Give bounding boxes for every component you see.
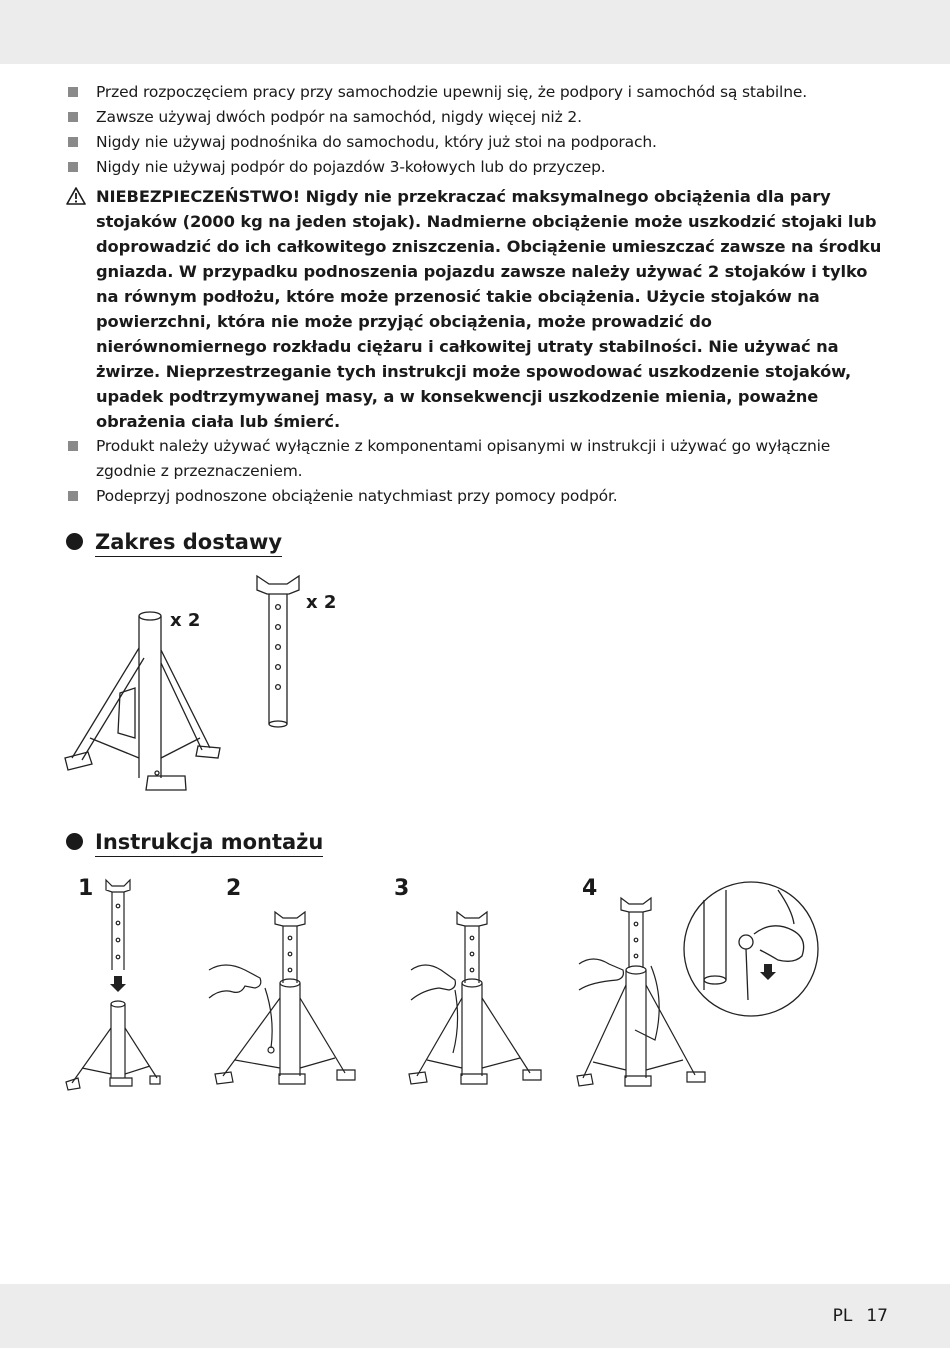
safety-bullet: Przed rozpoczęciem pracy przy samochodzie upewnij się, że podpory i samochód są stabilne. [66, 80, 886, 105]
page-number: 17 [866, 1306, 888, 1326]
page-footer [819, 1306, 888, 1326]
warning-triangle-icon [66, 187, 86, 205]
square-bullet-icon [68, 491, 78, 501]
base-quantity: x 2 [170, 610, 201, 631]
safety-instructions [66, 80, 886, 509]
step-number: 3 [394, 876, 410, 901]
pin-detail-illustration [682, 880, 820, 1018]
section-dot-icon [66, 533, 83, 550]
post-quantity: x 2 [306, 592, 337, 613]
safety-bullet: Produkt należy używać wyłącznie z komponentami opisanymi w instrukcji i używać go wyłącznie zgodnie z przeznaczeniem. [66, 434, 886, 484]
footer-band [0, 1284, 950, 1348]
down-arrow-icon [110, 976, 126, 992]
step-3-illustration [405, 908, 565, 1098]
square-bullet-icon [68, 441, 78, 451]
safety-bullet: Podeprzyj podnoszone obciążenie natychmiast przy pomocy podpór. [66, 484, 886, 509]
assembly-section-title: Instrukcja montażu [66, 830, 323, 854]
step-2-illustration [205, 908, 365, 1098]
safety-bullet: Nigdy nie używaj podpór do pojazdów 3-kołowych lub do przyczep. [66, 155, 886, 180]
down-arrow-icon [760, 964, 776, 980]
header-band [0, 0, 950, 64]
square-bullet-icon [68, 137, 78, 147]
safety-bullet: Zawsze używaj dwóch podpór na samochód, nigdy więcej niż 2. [66, 105, 886, 130]
section-dot-icon [66, 833, 83, 850]
step-number: 1 [78, 876, 94, 901]
safety-bullet: Nigdy nie używaj podnośnika do samochodu, który już stoi na podporach. [66, 130, 886, 155]
step-number: 4 [582, 876, 598, 901]
square-bullet-icon [68, 162, 78, 172]
step-number: 2 [226, 876, 242, 901]
jack-stand-base-illustration [60, 608, 230, 798]
delivery-section-title: Zakres dostawy [66, 530, 282, 554]
language-code: PL [832, 1306, 853, 1326]
square-bullet-icon [68, 112, 78, 122]
support-post-illustration [255, 572, 305, 732]
step-1-illustration [62, 878, 172, 1098]
danger-warning: NIEBEZPIECZEŃSTWO! Nigdy nie przekraczać maksymalnego obciążenia dla pary stojaków (2000 kg na jeden stojak). Nadmierne obciążenie może uszkodzić stojaki lub doprowadzić do ich całkowitego zniszczenia. Obciążenie umieszczać zawsze na środku gniazda. W przypadku podnoszenia pojazdu zawsze należy używać 2 stojaków i tylko na równym podłożu, które może przenosić takie obciążenia. Użycie stojaków na powierzchni, która nie może przyjąć obciążenia, może prowadzić do nierównomiernego rozkładu ciężaru i całkowitej utraty stabilności. Nie używać na żwirze. Nieprzestrzeganie tych instrukcji może spowodować uszkodzenie stojaków, upadek podtrzymywanej masy, a w konsekwencji uszkodzenie mienia, poważne obrażenia ciała lub śmierć. [66, 184, 886, 434]
square-bullet-icon [68, 87, 78, 97]
